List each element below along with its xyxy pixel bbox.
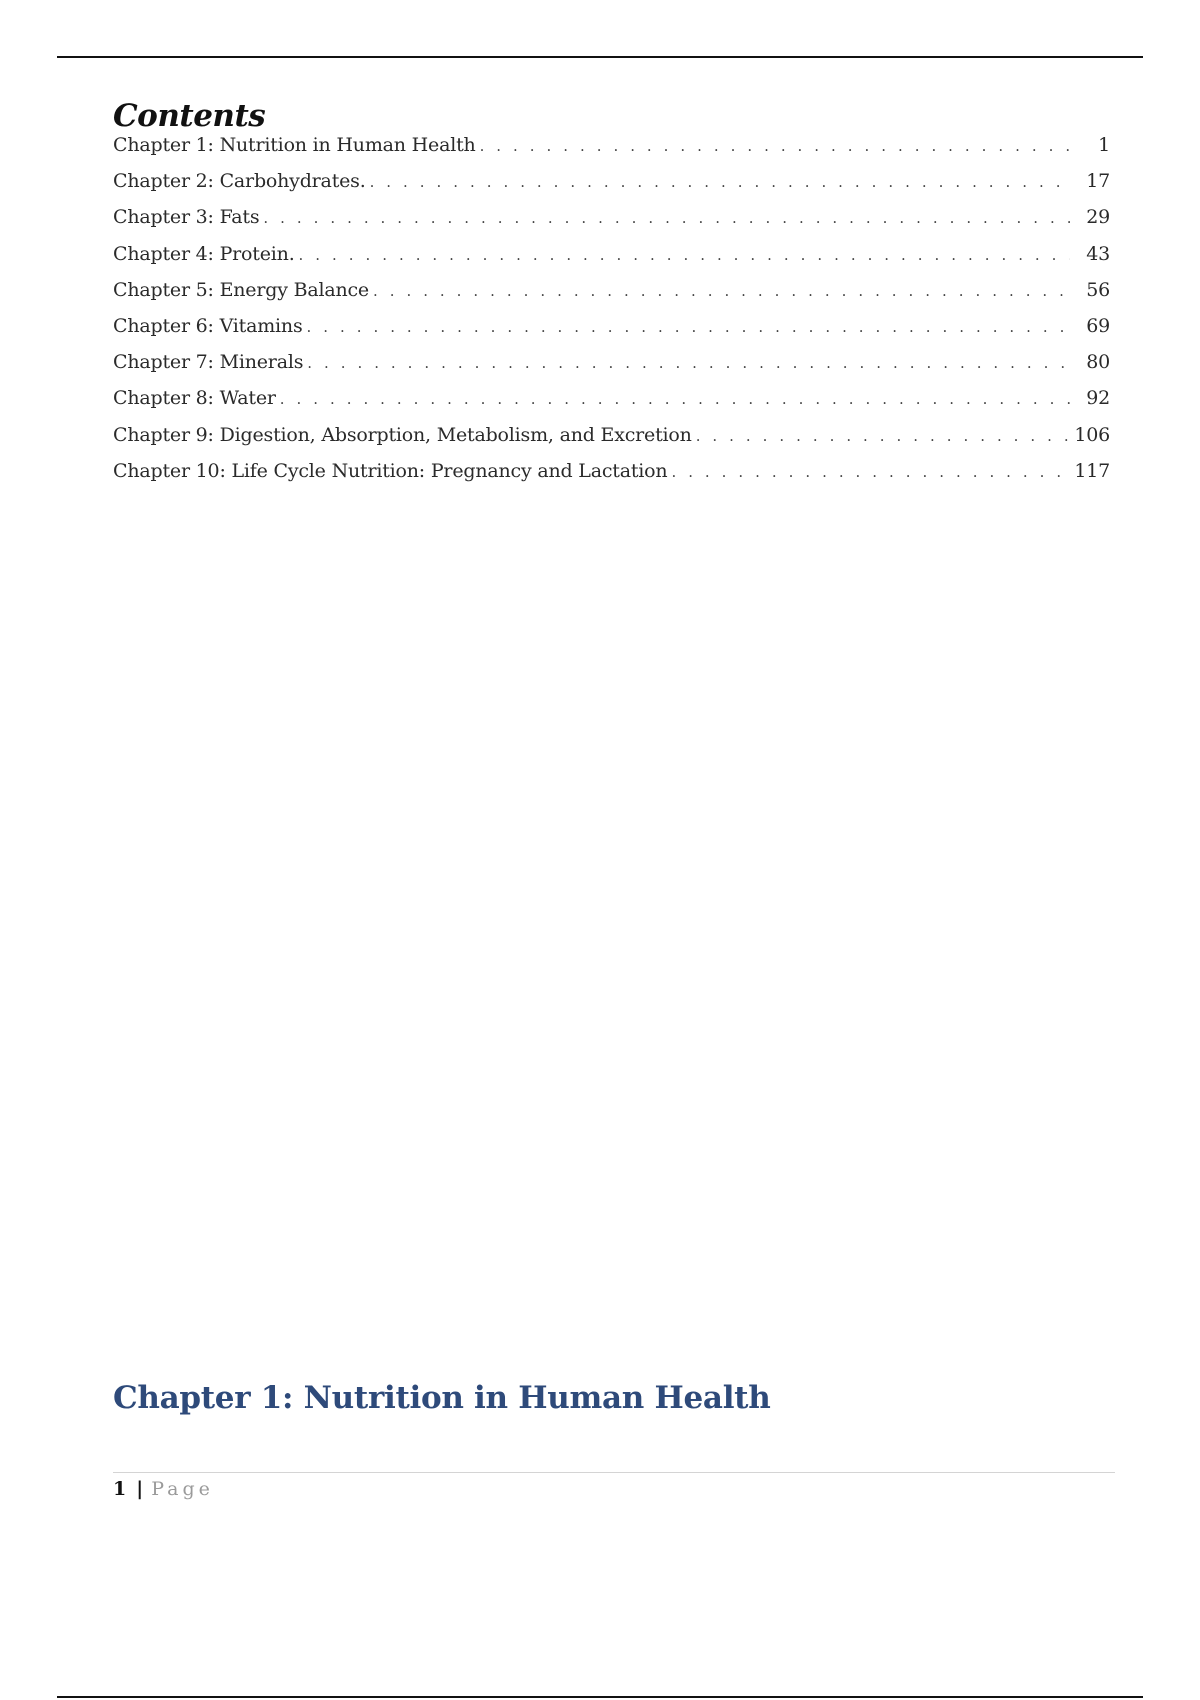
toc-entry-title: Chapter 5: Energy Balance [113,278,369,301]
toc-entry-page: 1 [1098,134,1110,156]
toc-dot-leader [373,282,1070,300]
toc-dot-leader [480,137,1070,155]
toc-entry[interactable] [113,170,1110,206]
page-footer [113,1478,214,1500]
toc-entry-page: 117 [1074,459,1110,482]
toc-entry-page: 17 [1086,170,1110,193]
toc-entry-page: 56 [1086,278,1110,301]
toc-entry[interactable] [113,206,1110,242]
toc-entry-title: Chapter 2: Carbohydrates. [113,170,366,193]
toc-entry[interactable] [113,460,1110,496]
toc-entry[interactable] [113,134,1110,170]
chapter-heading: Chapter 1: Nutrition in Human Health [113,1380,771,1416]
toc-entry-page: 29 [1086,206,1110,229]
toc-entry-page: 106 [1074,423,1110,446]
footer-separator: | [136,1478,144,1500]
toc-entry-title: Chapter 9: Digestion, Absorption, Metabolism, and Excretion [113,423,692,446]
contents-heading: Contents [113,98,266,134]
toc-entry[interactable] [113,351,1110,387]
toc-entry-title: Chapter 1: Nutrition in Human Health [113,134,476,156]
toc-entry-title: Chapter 6: Vitamins [113,314,303,337]
toc-entry[interactable] [113,279,1110,315]
toc-dot-leader [280,390,1070,408]
table-of-contents [113,134,1110,496]
toc-entry-page: 80 [1086,351,1110,374]
toc-entry[interactable] [113,315,1110,351]
bottom-border-rule [57,1696,1143,1698]
toc-dot-leader [263,209,1070,227]
toc-dot-leader [307,318,1070,336]
toc-entry-page: 69 [1086,314,1110,337]
top-border-rule [57,56,1143,58]
toc-entry-title: Chapter 10: Life Cycle Nutrition: Pregnancy and Lactation [113,459,668,482]
footer-page-label: Page [151,1478,214,1500]
footer-divider [113,1472,1115,1473]
toc-dot-leader [299,246,1070,264]
toc-dot-leader [671,463,1068,481]
toc-entry-page: 92 [1086,387,1110,410]
toc-dot-leader [307,354,1070,372]
toc-entry-title: Chapter 7: Minerals [113,351,304,374]
toc-entry-title: Chapter 3: Fats [113,206,260,229]
toc-entry[interactable] [113,387,1110,423]
toc-entry-page: 43 [1086,242,1110,265]
toc-dot-leader [696,427,1069,445]
toc-dot-leader [370,173,1070,191]
toc-entry-title: Chapter 8: Water [113,387,276,410]
toc-entry[interactable] [113,243,1110,279]
toc-entry-title: Chapter 4: Protein. [113,242,295,265]
footer-page-number: 1 [113,1478,127,1500]
toc-entry[interactable] [113,424,1110,460]
